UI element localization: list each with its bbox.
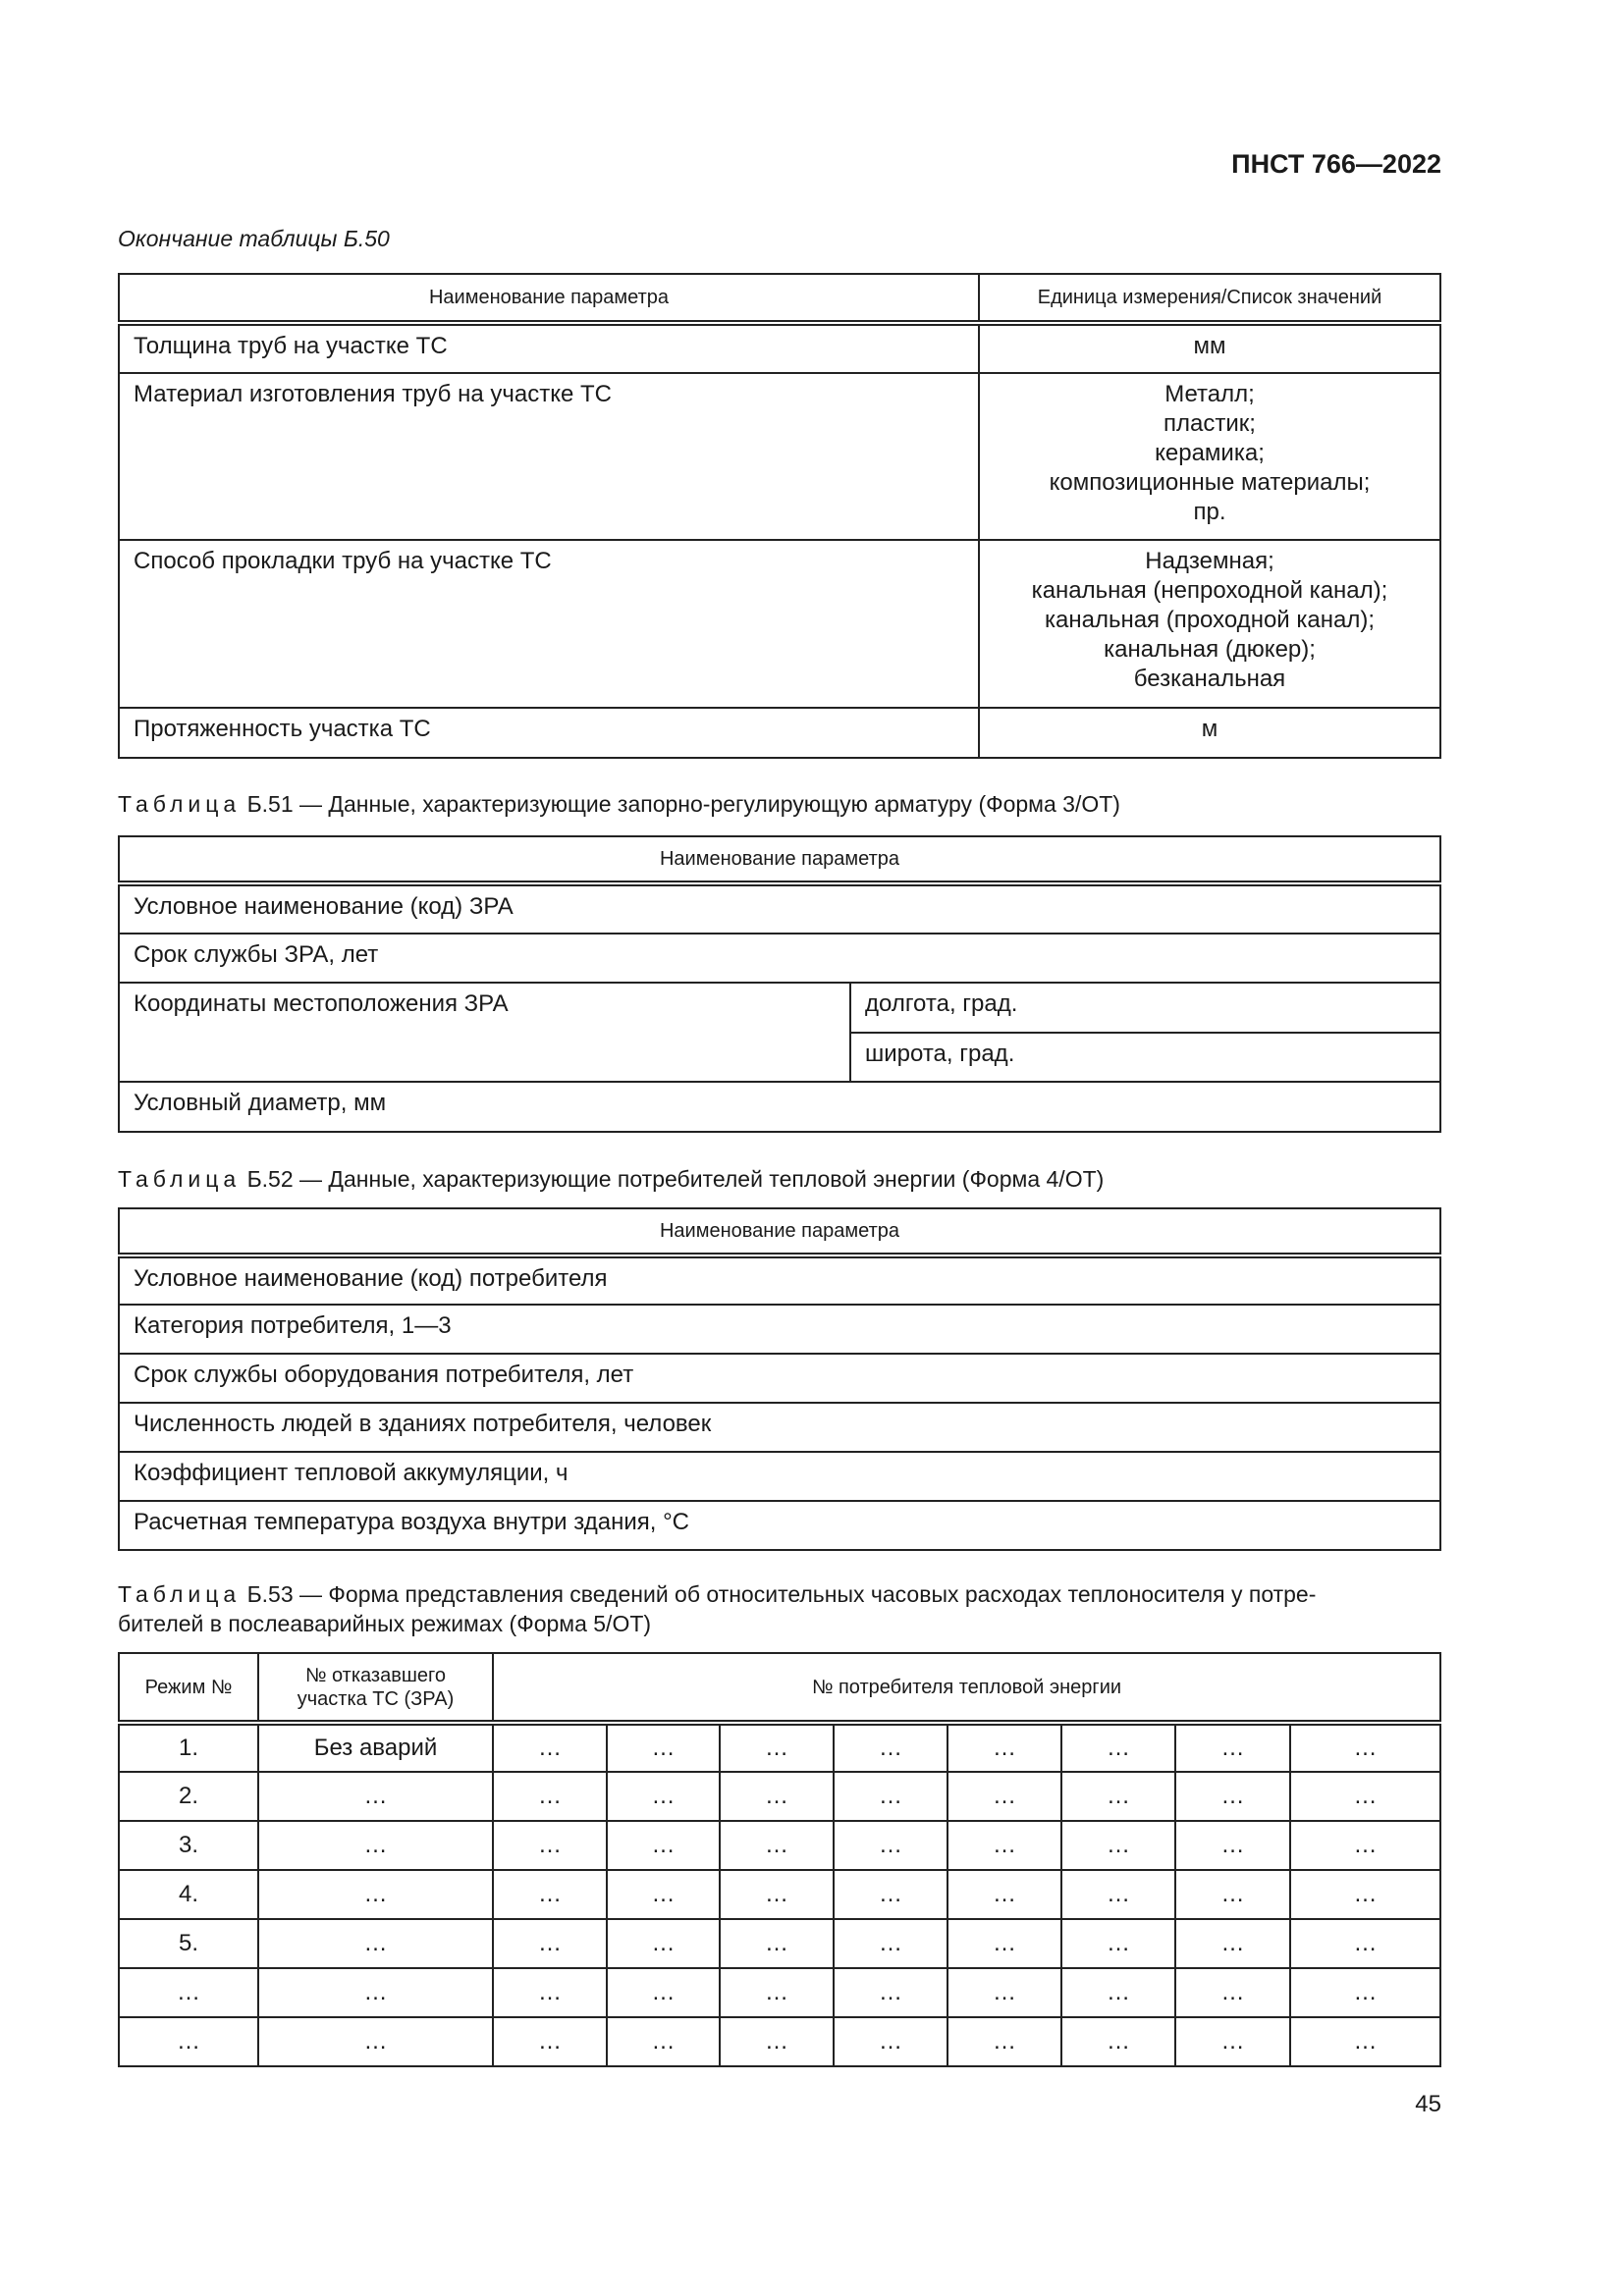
consumer-cell: … <box>1290 2017 1440 2066</box>
failed-section: … <box>258 1870 493 1919</box>
consumer-cell: … <box>1175 1870 1290 1919</box>
consumer-cell: … <box>720 1821 834 1870</box>
consumer-cell: … <box>493 1772 607 1821</box>
consumer-cell: … <box>720 1870 834 1919</box>
mode-number: 1. <box>119 1723 258 1772</box>
consumer-cell: … <box>493 1723 607 1772</box>
consumer-cell: … <box>720 1723 834 1772</box>
parameter-name: Способ прокладки труб на участке ТС <box>119 540 979 708</box>
table-row <box>119 1354 1440 1403</box>
consumer-cell: … <box>1175 1723 1290 1772</box>
consumer-cell: … <box>493 2017 607 2066</box>
parameter-name: Протяженность участка ТС <box>119 708 979 758</box>
consumer-cell: … <box>834 1821 947 1870</box>
column-header: Наименование параметра <box>119 836 1440 883</box>
value-line: керамика; <box>1155 440 1265 466</box>
consumer-cell: … <box>834 1870 947 1919</box>
value-line: безканальная <box>1133 666 1286 692</box>
table-row <box>119 1305 1440 1354</box>
failed-section: Без аварий <box>258 1723 493 1772</box>
consumer-cell: … <box>1290 1919 1440 1968</box>
consumer-cell: … <box>607 1919 720 1968</box>
parameter-name: Численность людей в зданиях потребителя, человек <box>119 1403 1440 1452</box>
consumer-cell: … <box>1061 1723 1175 1772</box>
table-row: Срок службы ЗРА, лет <box>119 934 1440 983</box>
consumer-cell: … <box>1290 1870 1440 1919</box>
parameter-name: Расчетная температура воздуха внутри здания, °С <box>119 1501 1440 1550</box>
table-row <box>119 1723 1440 1772</box>
consumer-cell: … <box>947 1821 1061 1870</box>
table-row <box>119 1772 1440 1821</box>
consumer-cell: … <box>834 1723 947 1772</box>
table-b51-caption: Таблица Б.51 — Данные, характеризующие запорно-регулирующую арматуру (Форма 3/ОТ) <box>118 791 1120 817</box>
value-line: канальная (непроходной канал); <box>1031 577 1388 604</box>
consumer-cell: … <box>1175 1919 1290 1968</box>
consumer-cell: … <box>1061 1968 1175 2017</box>
table-b52-caption: Таблица Б.52 — Данные, характеризующие потребителей тепловой энергии (Форма 4/ОТ) <box>118 1166 1105 1192</box>
consumer-cell: … <box>1175 1968 1290 2017</box>
table-row <box>119 1821 1440 1870</box>
parameter-unit <box>979 540 1440 708</box>
consumer-cell: … <box>1290 1772 1440 1821</box>
table-row <box>119 1870 1440 1919</box>
mode-number: … <box>119 1968 258 2017</box>
consumer-cell: … <box>1061 1919 1175 1968</box>
table-row <box>119 540 1440 708</box>
document-id: ПНСТ 766—2022 <box>1231 149 1441 179</box>
column-header: Единица измерения/Список значений <box>979 274 1440 323</box>
consumer-cell: … <box>947 1968 1061 2017</box>
value-line: композиционные материалы; <box>1049 469 1371 496</box>
table-b52 <box>118 1207 1441 1551</box>
consumer-cell: … <box>720 1919 834 1968</box>
column-header: Наименование параметра <box>119 274 979 323</box>
mode-number: 2. <box>119 1772 258 1821</box>
table-row <box>119 323 1440 373</box>
mode-number: 4. <box>119 1870 258 1919</box>
consumer-cell: … <box>493 1870 607 1919</box>
value-line: мм <box>1193 333 1226 359</box>
consumer-cell: … <box>1061 2017 1175 2066</box>
consumer-cell: … <box>1175 1772 1290 1821</box>
table-row <box>119 1501 1440 1550</box>
consumer-cell: … <box>607 1870 720 1919</box>
consumer-cell: … <box>607 1723 720 1772</box>
consumer-cell: … <box>720 1772 834 1821</box>
column-header: Наименование параметра <box>119 1208 1440 1255</box>
table-row <box>119 2017 1440 2066</box>
consumer-cell: … <box>834 1919 947 1968</box>
table-b53 <box>118 1652 1441 2067</box>
consumer-cell: … <box>493 1968 607 2017</box>
parameter-name: Условное наименование (код) потребителя <box>119 1255 1440 1305</box>
value-line: м <box>1201 716 1218 742</box>
table-row <box>119 1452 1440 1501</box>
failed-section: … <box>258 1772 493 1821</box>
consumer-cell: … <box>1061 1870 1175 1919</box>
parameter-unit <box>979 708 1440 758</box>
value-line: канальная (дюкер); <box>1104 636 1316 663</box>
consumer-cell: … <box>1175 1821 1290 1870</box>
table-row: Координаты местоположения ЗРА <box>119 983 850 1082</box>
table-row: Условный диаметр, мм <box>119 1082 1440 1132</box>
mode-number: … <box>119 2017 258 2066</box>
parameter-unit <box>979 373 1440 540</box>
consumer-cell: … <box>607 1968 720 2017</box>
longitude-cell: долгота, град. <box>850 983 1440 1033</box>
consumer-cell: … <box>947 1870 1061 1919</box>
consumer-cell: … <box>1061 1821 1175 1870</box>
consumer-cell: … <box>493 1919 607 1968</box>
table-row: Условное наименование (код) ЗРА <box>119 883 1440 934</box>
table-row <box>119 1403 1440 1452</box>
consumer-cell: … <box>1290 1968 1440 2017</box>
consumer-cell: … <box>1290 1821 1440 1870</box>
value-line: пластик; <box>1164 410 1256 437</box>
failed-section: … <box>258 1821 493 1870</box>
consumer-cell: … <box>607 1821 720 1870</box>
table-row <box>119 1919 1440 1968</box>
failed-section: … <box>258 2017 493 2066</box>
table-b51 <box>118 835 1441 1133</box>
consumer-cell: … <box>1290 1723 1440 1772</box>
page-number: 45 <box>1415 2091 1441 2117</box>
value-line: Надземная; <box>1145 548 1274 574</box>
consumer-cell: … <box>947 1919 1061 1968</box>
consumer-cell: … <box>947 1723 1061 1772</box>
consumer-cell: … <box>607 2017 720 2066</box>
mode-number: 3. <box>119 1821 258 1870</box>
value-line: Металл; <box>1164 381 1255 407</box>
table-continuation-caption: Окончание таблицы Б.50 <box>118 226 390 251</box>
parameter-unit <box>979 323 1440 373</box>
consumer-cell: … <box>1175 2017 1290 2066</box>
value-line: канальная (проходной канал); <box>1044 607 1376 633</box>
column-header-mode: Режим № <box>119 1653 258 1723</box>
latitude-cell: широта, град. <box>850 1033 1440 1082</box>
consumer-cell: … <box>493 1821 607 1870</box>
parameter-name: Материал изготовления труб на участке ТС <box>119 373 979 540</box>
table-b50 <box>118 273 1441 759</box>
parameter-name: Категория потребителя, 1—3 <box>119 1305 1440 1354</box>
table-b53-caption: Таблица Б.53 — Форма представления сведений об относительных часовых расходах теплоносителя у потре- бителей в послеаварийных режимах (Форма 5/ОТ) <box>118 1581 1317 1636</box>
table-row <box>119 1255 1440 1305</box>
consumer-cell: … <box>720 1968 834 2017</box>
column-header-consumer: № потребителя тепловой энергии <box>493 1653 1440 1723</box>
consumer-cell: … <box>834 1968 947 2017</box>
parameter-name: Срок службы оборудования потребителя, лет <box>119 1354 1440 1403</box>
table-row <box>119 373 1440 540</box>
consumer-cell: … <box>607 1772 720 1821</box>
consumer-cell: … <box>947 2017 1061 2066</box>
failed-section: … <box>258 1968 493 2017</box>
table-row <box>119 708 1440 758</box>
consumer-cell: … <box>1061 1772 1175 1821</box>
consumer-cell: … <box>720 2017 834 2066</box>
table-row <box>119 1968 1440 2017</box>
consumer-cell: … <box>947 1772 1061 1821</box>
consumer-cell: … <box>834 1772 947 1821</box>
consumer-cell: … <box>834 2017 947 2066</box>
failed-section: … <box>258 1919 493 1968</box>
column-header-failed-section: № отказавшего участка ТС (ЗРА) <box>258 1653 493 1723</box>
parameter-name: Толщина труб на участке ТС <box>119 323 979 373</box>
mode-number: 5. <box>119 1919 258 1968</box>
value-line: пр. <box>1193 499 1226 525</box>
parameter-name: Коэффициент тепловой аккумуляции, ч <box>119 1452 1440 1501</box>
